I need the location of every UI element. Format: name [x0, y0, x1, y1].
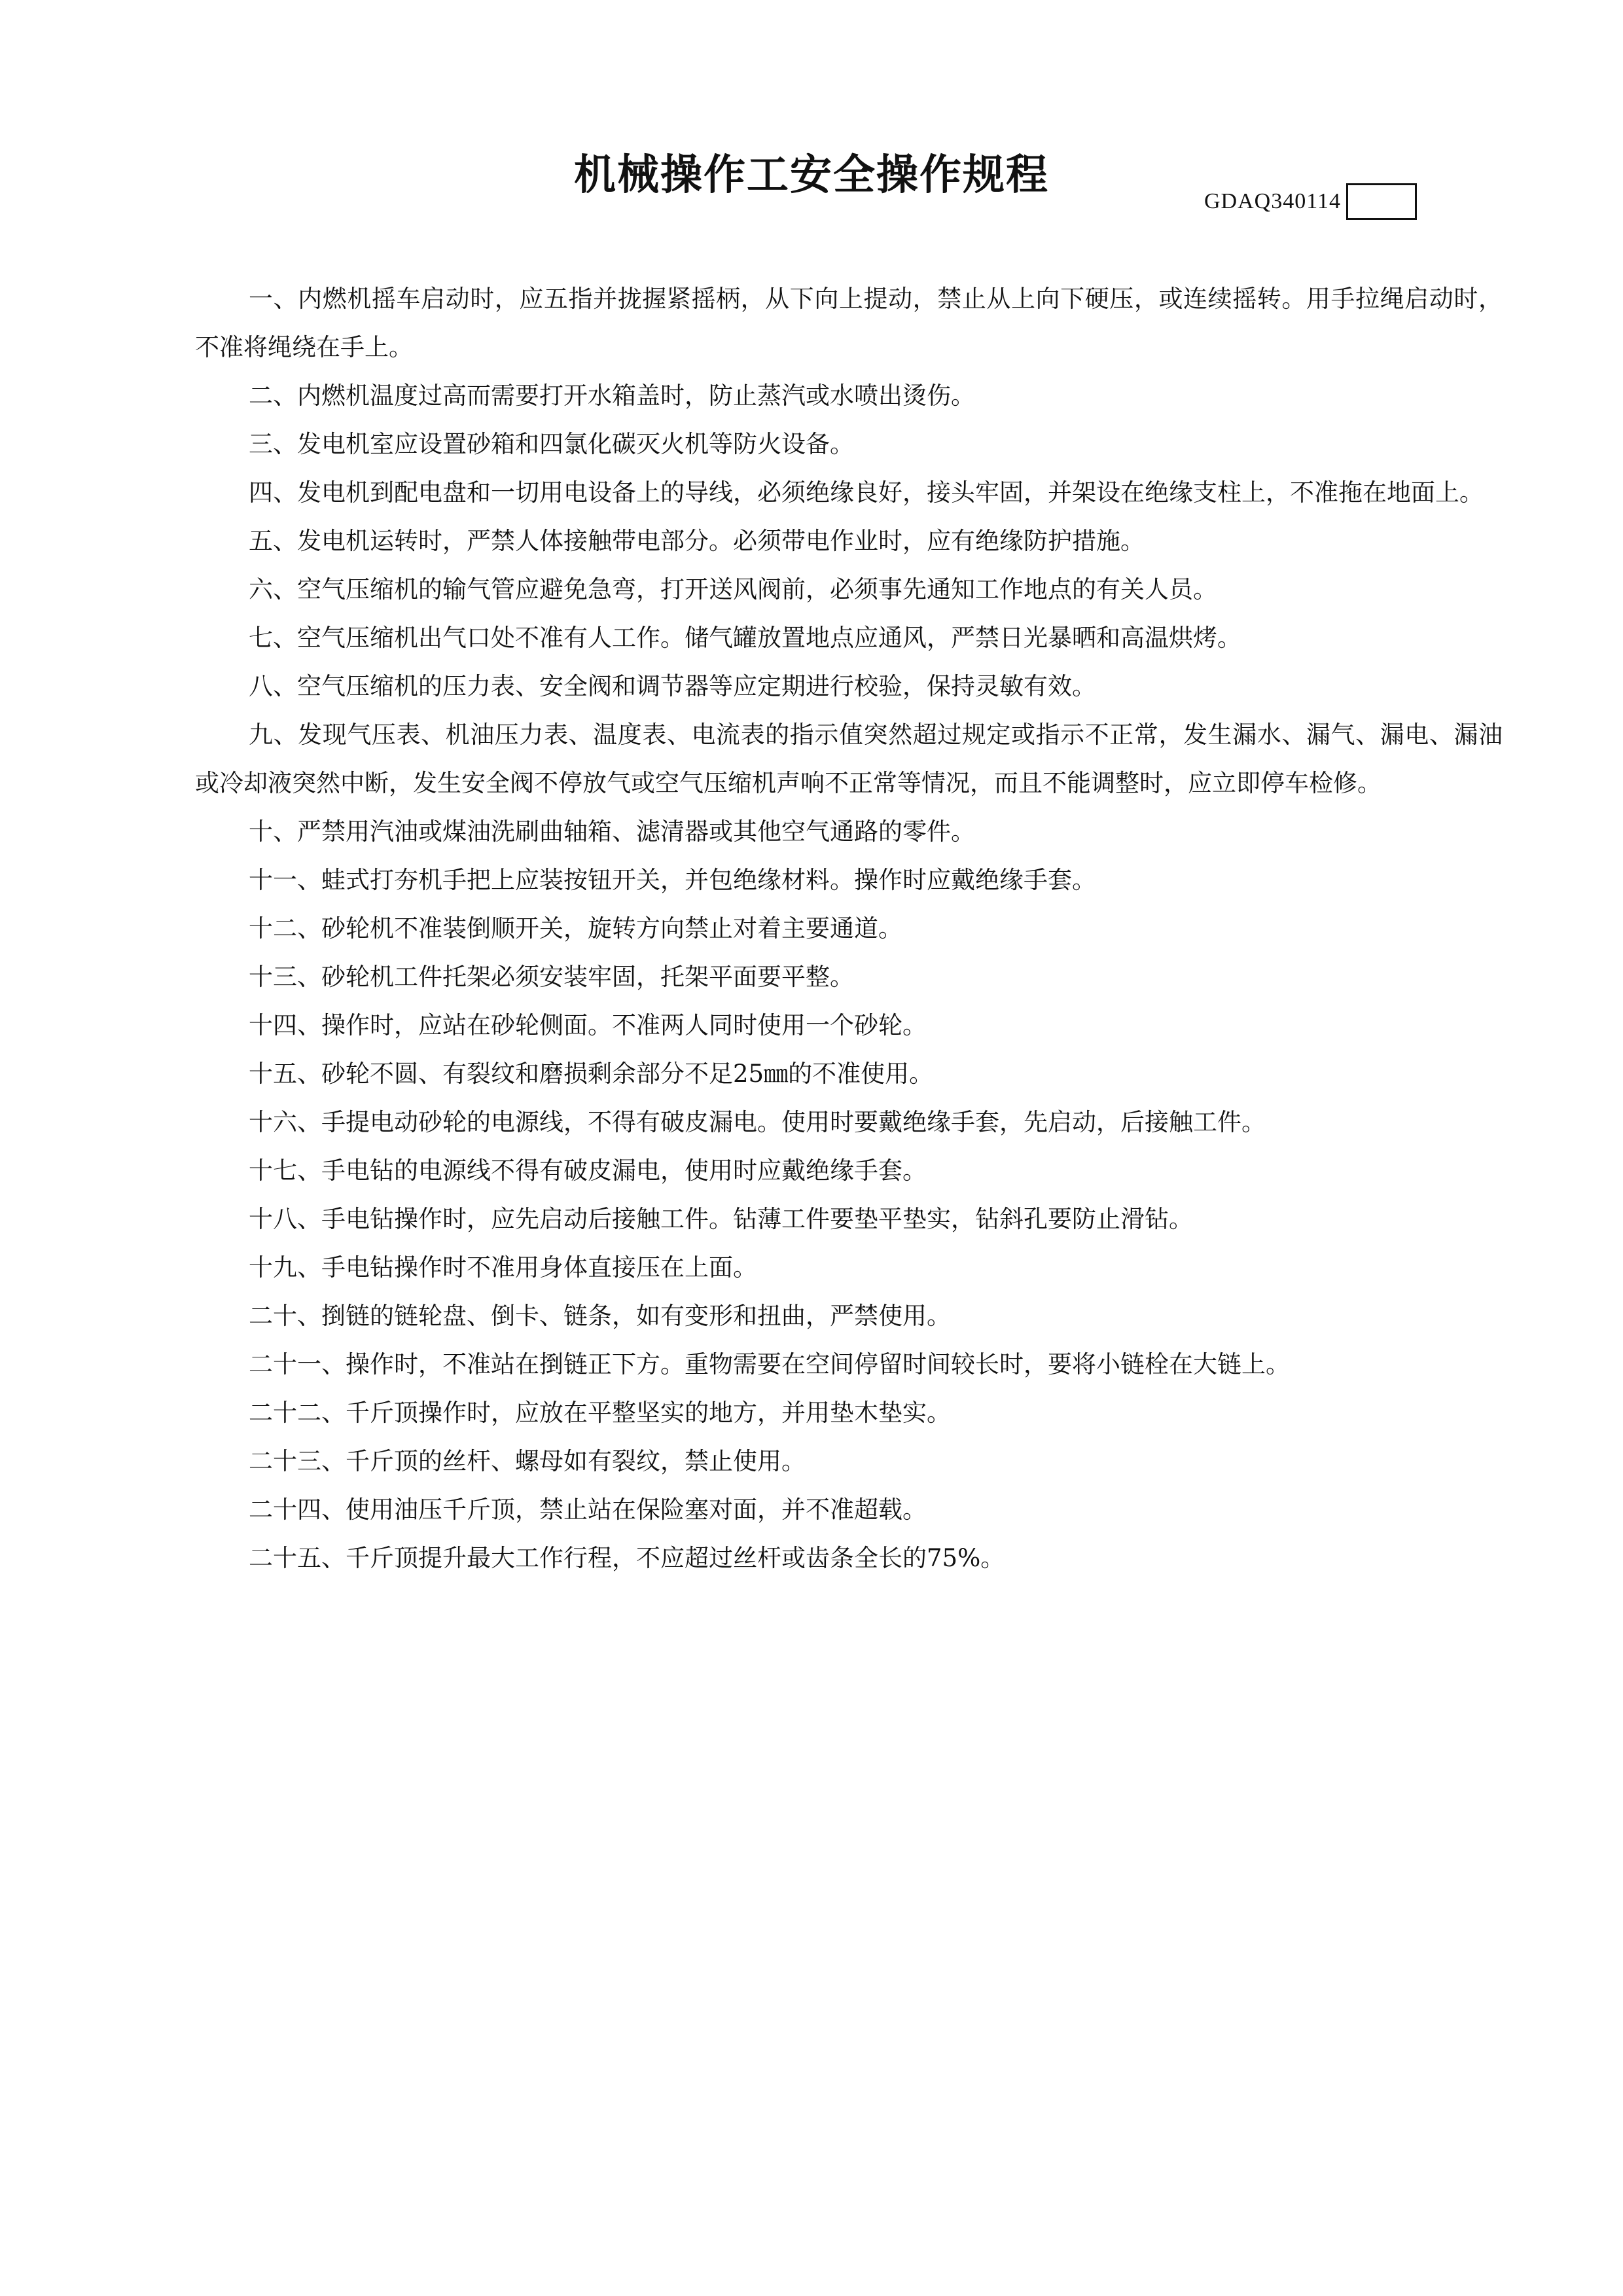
rule-item: 五、发电机运转时，严禁人体接触带电部分。必须带电作业时，应有绝缘防护措施。	[249, 527, 1145, 555]
document-code: GDAQ340114	[1204, 189, 1341, 213]
rule-item: 二十四、使用油压千斤顶，禁止站在保险塞对面，并不准超载。	[249, 1496, 927, 1524]
rule-item: 三、发电机室应设置砂箱和四氯化碳灭火机等防火设备。	[249, 430, 854, 458]
rule-item: 十五、砂轮不圆、有裂纹和磨损剩余部分不足25㎜的不准使用。	[249, 1060, 934, 1088]
rule-item: 十七、手电钻的电源线不得有破皮漏电，使用时应戴绝缘手套。	[249, 1157, 927, 1185]
rule-item: 二十、捯链的链轮盘、倒卡、链条，如有变形和扭曲，严禁使用。	[249, 1302, 951, 1330]
rule-item: 四、发电机到配电盘和一切用电设备上的导线，必须绝缘良好，接头牢固，并架设在绝缘支柱上，不准拖在地面上。	[249, 478, 1484, 507]
code-box	[1346, 183, 1417, 220]
rule-item: 二十三、千斤顶的丝杆、螺母如有裂纹，禁止使用。	[249, 1447, 806, 1475]
rule-item: 二十二、千斤顶操作时，应放在平整坚实的地方，并用垫木垫实。	[249, 1399, 951, 1427]
document-code-row	[1204, 182, 1417, 221]
rule-item: 二十五、千斤顶提升最大工作行程，不应超过丝杆或齿条全长的75%。	[249, 1544, 1005, 1572]
rule-item: 七、空气压缩机出气口处不准有人工作。储气罐放置地点应通风，严禁日光暴晒和高温烘烤。	[249, 624, 1241, 652]
rule-item: 十二、砂轮机不准装倒顺开关，旋转方向禁止对着主要通道。	[249, 914, 902, 942]
rule-item: 九、发现气压表、机油压力表、温度表、电流表的指示值突然超过规定或指示不正常，发生漏水、漏气、漏电、漏油或冷却液突然中断，发生安全阀不停放气或空气压缩机声响不正常等情况，而且不能调整时，应立即停车检修。	[195, 721, 1503, 797]
rule-item: 十四、操作时，应站在砂轮侧面。不准两人同时使用一个砂轮。	[249, 1011, 927, 1039]
rule-item: 十一、蛙式打夯机手把上应装按钮开关，并包绝缘材料。操作时应戴绝缘手套。	[249, 866, 1096, 894]
rules-list	[195, 275, 1503, 1583]
rule-item: 十三、砂轮机工件托架必须安装牢固，托架平面要平整。	[249, 963, 854, 991]
rule-item: 二、内燃机温度过高而需要打开水箱盖时，防止蒸汽或水喷出烫伤。	[249, 382, 975, 410]
rule-item: 二十一、操作时，不准站在捯链正下方。重物需要在空间停留时间较长时，要将小链栓在大链上。	[249, 1350, 1290, 1378]
page-title: 机械操作工安全操作规程	[574, 151, 1049, 200]
rule-item: 十八、手电钻操作时，应先启动后接触工件。钻薄工件要垫平垫实，钻斜孔要防止滑钻。	[249, 1205, 1193, 1233]
rule-item: 十、严禁用汽油或煤油洗刷曲轴箱、滤清器或其他空气通路的零件。	[249, 817, 975, 846]
rule-item: 十九、手电钻操作时不准用身体直接压在上面。	[249, 1253, 757, 1282]
rule-item: 六、空气压缩机的输气管应避免急弯，打开送风阀前，必须事先通知工作地点的有关人员。	[249, 575, 1217, 603]
rule-item: 八、空气压缩机的压力表、安全阀和调节器等应定期进行校验，保持灵敏有效。	[249, 672, 1096, 700]
rule-item: 一、内燃机摇车启动时，应五指并拢握紧摇柄，从下向上提动，禁止从上向下硬压，或连续摇转。用手拉绳启动时，不准将绳绕在手上。	[195, 285, 1503, 361]
rule-item: 十六、手提电动砂轮的电源线，不得有破皮漏电。使用时要戴绝缘手套，先启动，后接触工件。	[249, 1108, 1266, 1136]
